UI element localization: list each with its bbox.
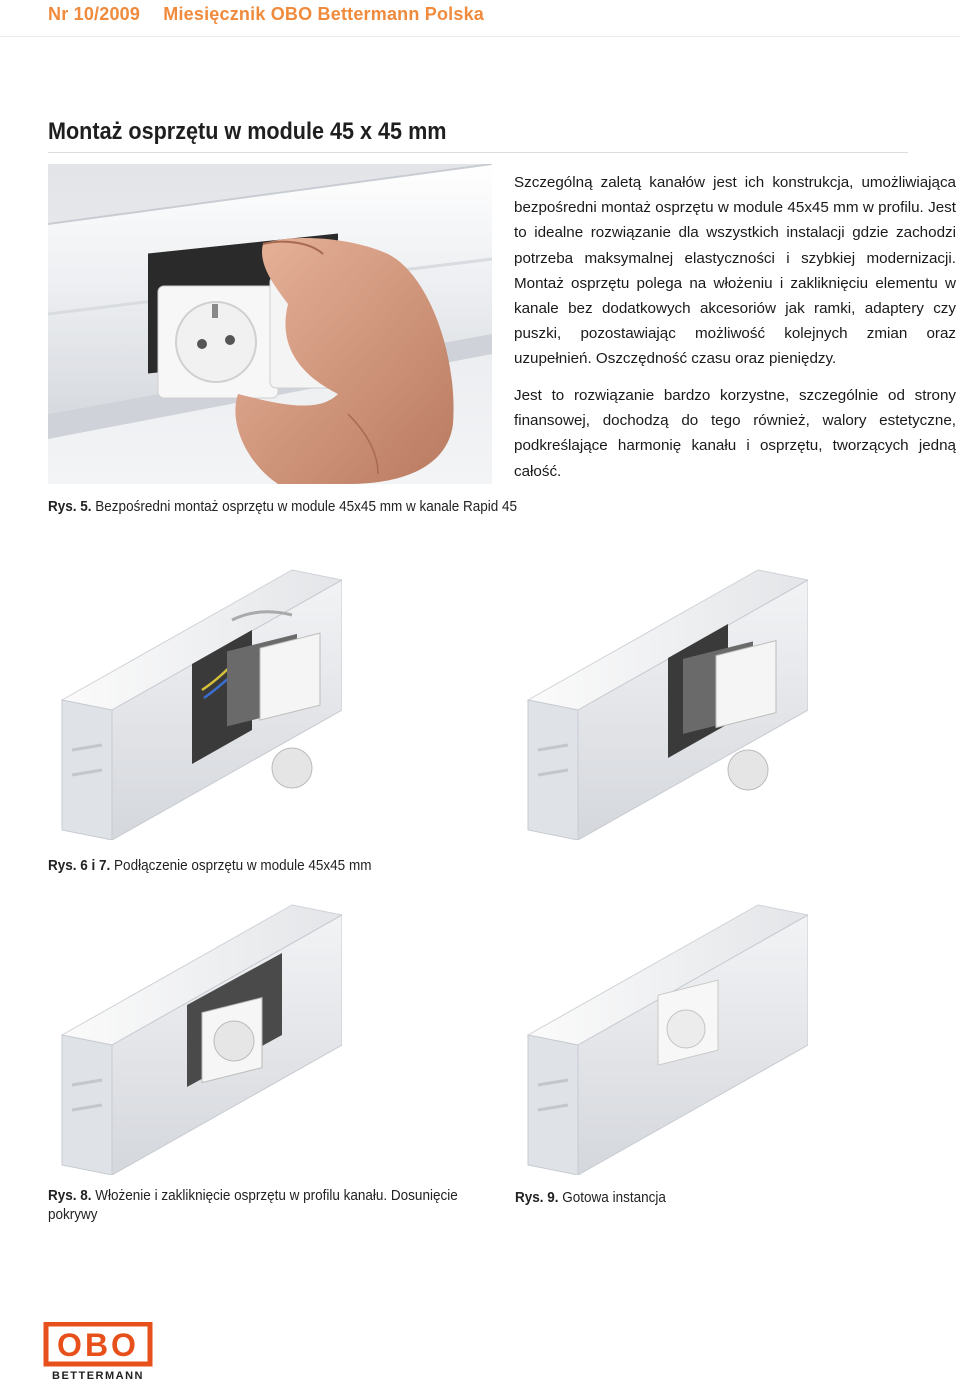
- fig5-label: Rys. 5.: [48, 498, 92, 515]
- fig6-illustration: [52, 560, 342, 840]
- fig5-caption: [48, 498, 517, 515]
- fig5-text: Bezpośredni montaż osprzętu w module 45x45 mm w kanale Rapid 45: [95, 498, 518, 515]
- fig8-caption: [48, 1186, 480, 1224]
- fig5-photo: [48, 164, 492, 484]
- title-divider: [48, 152, 908, 153]
- svg-text:OBO: OBO: [57, 1327, 139, 1363]
- svg-text:BETTERMANN: BETTERMANN: [52, 1370, 144, 1382]
- fig7-illustration: [518, 560, 808, 840]
- fig8-text: Włożenie i zakliknięcie osprzętu w profilu kanału. Dosunięcie pokrywy: [48, 1187, 458, 1223]
- header-divider: [0, 36, 960, 37]
- paragraph-2: Jest to rozwiązanie bardzo korzystne, szczególnie od strony finansowej, dochodzą do tego również, walory estetyczne, podkreślające harmonię kanału i osprzętu, tworzących jedną całość.: [514, 387, 956, 480]
- fig9-caption: [515, 1189, 666, 1206]
- fig9-text: Gotowa instancja: [562, 1189, 666, 1206]
- fig67-caption: [48, 857, 371, 874]
- fig8-label: Rys. 8.: [48, 1187, 92, 1204]
- paragraph-1: Szczególną zaletą kanałów jest ich konstrukcja, umożliwiająca bezpośredni montaż osprzętu w module 45x45 mm w profilu. Jest to idealne rozwiązanie dla wszystkich instalacji gdzie zachodzi potrzeba maksymalnej elastyczności i szybkiej modernizacji. Montaż osprzętu polega na włożeniu i zakliknięciu elementu w kanale bez dodatkowych akcesoriów jak ramki, adaptery czy puszki, pozostawiając możliwość kolejnych zmian oraz uzupełnień. Oszczędność czasu oraz pieniędzy.: [514, 174, 956, 368]
- fig67-label: Rys. 6 i 7.: [48, 857, 111, 874]
- page-header: [48, 4, 502, 25]
- fig8-illustration: [52, 895, 342, 1175]
- page-title: Montaż osprzętu w module 45 x 45 mm: [48, 118, 447, 145]
- obo-logo: [42, 1322, 154, 1382]
- publication-name: Miesięcznik OBO Bettermann Polska: [163, 4, 484, 24]
- fig67-text: Podłączenie osprzętu w module 45x45 mm: [114, 857, 372, 874]
- fig9-label: Rys. 9.: [515, 1189, 559, 1206]
- fig9-illustration: [518, 895, 808, 1175]
- issue-number: Nr 10/2009: [48, 4, 141, 24]
